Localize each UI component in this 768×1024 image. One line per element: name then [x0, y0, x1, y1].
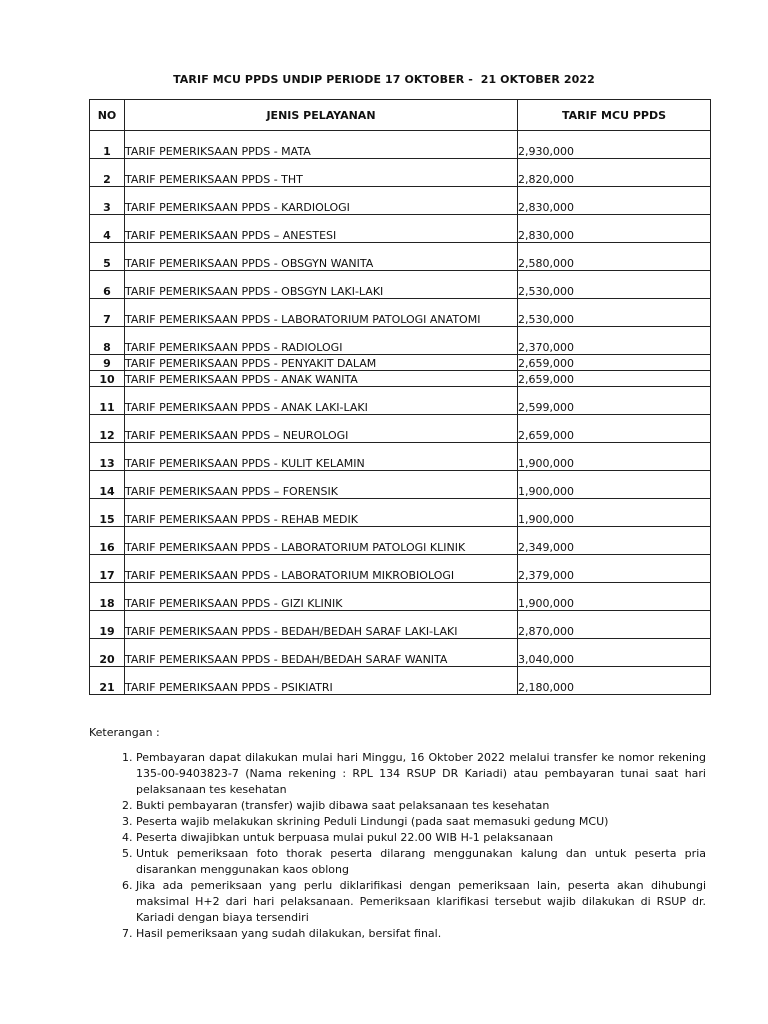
table-row — [90, 499, 711, 527]
table-row — [90, 271, 711, 299]
table-body — [90, 131, 711, 695]
table-row — [90, 355, 711, 371]
row-tarif: 2,930,000 — [518, 131, 711, 159]
row-no: 8 — [90, 327, 125, 355]
table-row — [90, 299, 711, 327]
table-row — [90, 327, 711, 355]
row-no: 5 — [90, 243, 125, 271]
row-jenis-pelayanan: TARIF PEMERIKSAAN PPDS - THT — [125, 159, 518, 187]
row-tarif: 2,830,000 — [518, 215, 711, 243]
row-tarif: 2,659,000 — [518, 355, 711, 371]
note-item: 6. Jika ada pemeriksaan yang perlu diklarifikasi dengan pemeriksaan lain, peserta akan dihubungi maksimal H+2 dari hari pelaksanaan. Pemeriksaan klarifikasi tersebut wajib dilakukan di RSUP dr. Kariadi dengan biaya tersendiri — [136, 878, 706, 926]
row-no: 12 — [90, 415, 125, 443]
row-no: 9 — [90, 355, 125, 371]
row-tarif: 2,530,000 — [518, 299, 711, 327]
note-item: 4. Peserta diwajibkan untuk berpuasa mulai pukul 22.00 WIB H-1 pelaksanaan — [136, 830, 706, 846]
row-jenis-pelayanan: TARIF PEMERIKSAAN PPDS - GIZI KLINIK — [125, 583, 518, 611]
row-no: 19 — [90, 611, 125, 639]
row-no: 10 — [90, 371, 125, 387]
note-item: 7. Hasil pemeriksaan yang sudah dilakukan, bersifat final. — [136, 926, 706, 942]
row-tarif: 1,900,000 — [518, 583, 711, 611]
table-row — [90, 443, 711, 471]
row-jenis-pelayanan: TARIF PEMERIKSAAN PPDS – ANESTESI — [125, 215, 518, 243]
row-tarif: 2,180,000 — [518, 667, 711, 695]
keterangan-label: Keterangan : — [89, 726, 160, 739]
row-no: 6 — [90, 271, 125, 299]
note-item: 2. Bukti pembayaran (transfer) wajib dibawa saat pelaksanaan tes kesehatan — [136, 798, 706, 814]
row-no: 11 — [90, 387, 125, 415]
row-jenis-pelayanan: TARIF PEMERIKSAAN PPDS - ANAK LAKI-LAKI — [125, 387, 518, 415]
row-tarif: 2,370,000 — [518, 327, 711, 355]
table-header-row — [90, 100, 711, 131]
row-jenis-pelayanan: TARIF PEMERIKSAAN PPDS - PSIKIATRI — [125, 667, 518, 695]
row-tarif: 2,379,000 — [518, 555, 711, 583]
table-row — [90, 639, 711, 667]
tariff-table — [89, 99, 711, 695]
document-title: TARIF MCU PPDS UNDIP PERIODE 17 OKTOBER - 21 OKTOBER 2022 — [173, 73, 595, 86]
row-jenis-pelayanan: TARIF PEMERIKSAAN PPDS - LABORATORIUM MIKROBIOLOGI — [125, 555, 518, 583]
row-tarif: 2,870,000 — [518, 611, 711, 639]
row-tarif: 3,040,000 — [518, 639, 711, 667]
table-row — [90, 387, 711, 415]
row-jenis-pelayanan: TARIF PEMERIKSAAN PPDS - OBSGYN WANITA — [125, 243, 518, 271]
row-no: 4 — [90, 215, 125, 243]
table-row — [90, 611, 711, 639]
row-no: 21 — [90, 667, 125, 695]
row-jenis-pelayanan: TARIF PEMERIKSAAN PPDS - LABORATORIUM PATOLOGI ANATOMI — [125, 299, 518, 327]
row-tarif: 2,530,000 — [518, 271, 711, 299]
row-no: 7 — [90, 299, 125, 327]
row-tarif: 2,599,000 — [518, 387, 711, 415]
row-jenis-pelayanan: TARIF PEMERIKSAAN PPDS - OBSGYN LAKI-LAKI — [125, 271, 518, 299]
header-no: NO — [90, 100, 125, 131]
table-row — [90, 371, 711, 387]
row-jenis-pelayanan: TARIF PEMERIKSAAN PPDS - LABORATORIUM PATOLOGI KLINIK — [125, 527, 518, 555]
header-jenis-pelayanan: JENIS PELAYANAN — [125, 100, 518, 131]
table-row — [90, 187, 711, 215]
table-row — [90, 215, 711, 243]
table-row — [90, 159, 711, 187]
row-jenis-pelayanan: TARIF PEMERIKSAAN PPDS - RADIOLOGI — [125, 327, 518, 355]
row-jenis-pelayanan: TARIF PEMERIKSAAN PPDS – FORENSIK — [125, 471, 518, 499]
row-no: 18 — [90, 583, 125, 611]
row-no: 16 — [90, 527, 125, 555]
row-tarif: 2,830,000 — [518, 187, 711, 215]
row-tarif: 2,659,000 — [518, 415, 711, 443]
note-item: 3. Peserta wajib melakukan skrining Peduli Lindungi (pada saat memasuki gedung MCU) — [136, 814, 706, 830]
table-row — [90, 555, 711, 583]
row-no: 1 — [90, 131, 125, 159]
row-tarif: 1,900,000 — [518, 471, 711, 499]
row-tarif: 2,659,000 — [518, 371, 711, 387]
row-no: 2 — [90, 159, 125, 187]
row-no: 3 — [90, 187, 125, 215]
row-jenis-pelayanan: TARIF PEMERIKSAAN PPDS - PENYAKIT DALAM — [125, 355, 518, 371]
table-row — [90, 243, 711, 271]
notes-list — [110, 750, 706, 942]
row-no: 17 — [90, 555, 125, 583]
header-tarif-mcu-ppds: TARIF MCU PPDS — [518, 100, 711, 131]
table-row — [90, 415, 711, 443]
row-tarif: 2,349,000 — [518, 527, 711, 555]
row-tarif: 1,900,000 — [518, 499, 711, 527]
row-tarif: 1,900,000 — [518, 443, 711, 471]
table-row — [90, 471, 711, 499]
row-jenis-pelayanan: TARIF PEMERIKSAAN PPDS - REHAB MEDIK — [125, 499, 518, 527]
row-no: 15 — [90, 499, 125, 527]
row-tarif: 2,820,000 — [518, 159, 711, 187]
row-tarif: 2,580,000 — [518, 243, 711, 271]
table-row — [90, 583, 711, 611]
note-item: 1. Pembayaran dapat dilakukan mulai hari Minggu, 16 Oktober 2022 melalui transfer ke nomor rekening 135-00-9403823-7 (Nama rekening : RPL 134 RSUP DR Kariadi) atau pembayaran tunai saat hari pelaksanaan tes kesehatan — [136, 750, 706, 798]
row-jenis-pelayanan: TARIF PEMERIKSAAN PPDS - BEDAH/BEDAH SARAF LAKI-LAKI — [125, 611, 518, 639]
row-jenis-pelayanan: TARIF PEMERIKSAAN PPDS - MATA — [125, 131, 518, 159]
row-jenis-pelayanan: TARIF PEMERIKSAAN PPDS - KARDIOLOGI — [125, 187, 518, 215]
row-jenis-pelayanan: TARIF PEMERIKSAAN PPDS - BEDAH/BEDAH SARAF WANITA — [125, 639, 518, 667]
row-no: 14 — [90, 471, 125, 499]
table-row — [90, 131, 711, 159]
table-row — [90, 667, 711, 695]
row-jenis-pelayanan: TARIF PEMERIKSAAN PPDS - KULIT KELAMIN — [125, 443, 518, 471]
note-item: 5. Untuk pemeriksaan foto thorak peserta dilarang menggunakan kalung dan untuk peserta pria disarankan menggunakan kaos oblong — [136, 846, 706, 878]
row-jenis-pelayanan: TARIF PEMERIKSAAN PPDS – NEUROLOGI — [125, 415, 518, 443]
row-jenis-pelayanan: TARIF PEMERIKSAAN PPDS - ANAK WANITA — [125, 371, 518, 387]
row-no: 20 — [90, 639, 125, 667]
row-no: 13 — [90, 443, 125, 471]
table-row — [90, 527, 711, 555]
